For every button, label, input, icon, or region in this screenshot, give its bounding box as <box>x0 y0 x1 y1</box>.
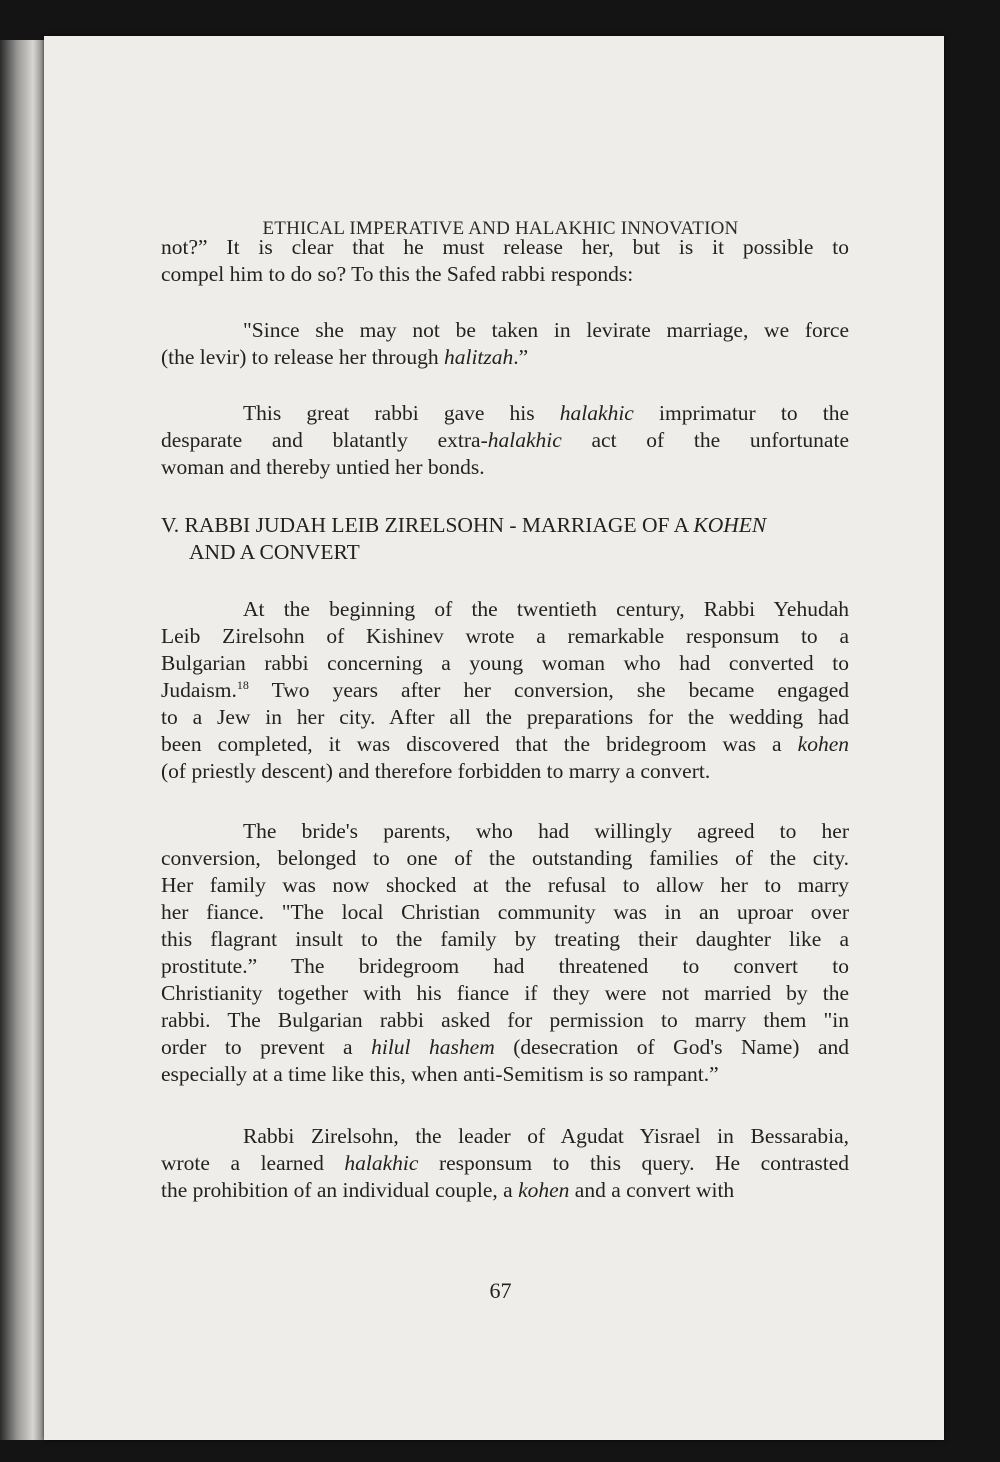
text-line <box>161 845 849 872</box>
text-run: Judaism. <box>161 678 237 702</box>
section-heading <box>161 512 849 566</box>
text-run: At the beginning of the twentieth century, Rabbi Yehudah <box>243 597 849 621</box>
text-line <box>161 650 849 677</box>
text-line <box>161 1007 849 1034</box>
text-run: the prohibition of an individual couple, a <box>161 1178 519 1202</box>
text-run: not?” It is clear that he must release her, but is it possible to <box>161 235 849 259</box>
text-run: especially at a time like this, when anti-Semitism is so rampant.” <box>161 1062 719 1086</box>
footnote-marker: 18 <box>236 677 249 692</box>
text-run: been completed, it was discovered that the bridegroom was a <box>161 732 798 756</box>
text-line <box>161 1123 849 1150</box>
text-line <box>161 704 849 731</box>
text-line <box>161 623 849 650</box>
text-run: (of priestly descent) and therefore forbidden to marry a convert. <box>161 759 711 783</box>
text-run: (the levir) to release her through <box>161 345 444 369</box>
text-line <box>161 539 849 566</box>
text-line <box>161 344 849 371</box>
text-line <box>161 427 849 454</box>
text-line <box>161 926 849 953</box>
text-run: imprimatur to the <box>633 401 850 425</box>
text-line <box>161 1177 849 1204</box>
text-run: to a Jew in her city. After all the preparations for the wedding had <box>161 705 849 729</box>
previous-page-edge <box>0 40 44 1440</box>
text-line <box>161 758 849 785</box>
text-run: desparate and blatantly extra- <box>161 428 488 452</box>
running-head: ETHICAL IMPERATIVE AND HALAKHIC INNOVATION <box>262 218 739 239</box>
text-run: Two years after her conversion, she became engaged <box>248 678 849 702</box>
text-run: KOHEN <box>693 513 767 537</box>
text-line <box>161 1034 849 1061</box>
page-number: 67 <box>489 1278 512 1303</box>
text-run: and a convert with <box>569 1178 735 1202</box>
text-run: AND A CONVERT <box>189 540 360 564</box>
p3 <box>161 400 849 481</box>
text-run: this flagrant insult to the family by treating their daughter like a <box>161 927 849 951</box>
text-line <box>161 400 849 427</box>
text-line <box>161 317 849 344</box>
text-run: act of the unfortunate <box>561 428 849 452</box>
text-run: halakhic <box>487 428 562 452</box>
text-run: order to prevent a <box>161 1035 372 1059</box>
text-run: halakhic <box>559 401 634 425</box>
text-run: "Since she may not be taken in levirate marriage, we force <box>243 318 849 342</box>
text-run: prostitute.” The bridegroom had threatened to convert to <box>161 954 849 978</box>
text-run: (desecration of God's Name) and <box>494 1035 849 1059</box>
text-run: hilul hashem <box>371 1035 495 1059</box>
text-line <box>161 1061 849 1088</box>
text-run: rabbi. The Bulgarian rabbi asked for permission to marry them "in <box>161 1008 849 1032</box>
text-run: halitzah <box>443 345 514 369</box>
text-line <box>161 953 849 980</box>
p7 <box>161 1123 849 1204</box>
text-run: V. RABBI JUDAH LEIB ZIRELSOHN - MARRIAGE OF A <box>161 513 694 537</box>
text-run: The bride's parents, who had willingly agreed to her <box>243 819 849 843</box>
text-run: Leib Zirelsohn of Kishinev wrote a remarkable responsum to a <box>161 624 849 648</box>
text-run: wrote a learned <box>161 1151 345 1175</box>
text-run: Christianity together with his fiance if they were not married by the <box>161 981 849 1005</box>
text-line <box>161 980 849 1007</box>
text-run: Bulgarian rabbi concerning a young woman who had converted to <box>161 651 849 675</box>
p6 <box>161 818 849 1088</box>
text-line <box>161 677 849 704</box>
text-line <box>161 512 849 539</box>
book-page <box>44 36 944 1440</box>
text-line <box>161 454 849 481</box>
text-run: kohen <box>518 1178 570 1202</box>
text-line <box>161 261 849 288</box>
text-line <box>161 234 849 261</box>
text-run: This great rabbi gave his <box>243 401 560 425</box>
text-run: woman and thereby untied her bonds. <box>161 455 485 479</box>
text-run: conversion, belonged to one of the outstanding families of the city. <box>161 846 849 870</box>
text-run: halakhic <box>344 1151 419 1175</box>
text-line <box>161 899 849 926</box>
text-run: Her family was now shocked at the refusal to allow her to marry <box>161 873 849 897</box>
block-quote <box>161 317 849 371</box>
p5 <box>161 596 849 785</box>
text-line <box>161 818 849 845</box>
text-run: kohen <box>797 732 849 756</box>
text-run: .” <box>513 345 529 369</box>
text-run: her fiance. "The local Christian community was in an uproar over <box>161 900 849 924</box>
text-line <box>161 596 849 623</box>
text-line <box>161 872 849 899</box>
text-run: compel him to do so? To this the Safed rabbi responds: <box>161 262 634 286</box>
p1 <box>161 234 849 288</box>
text-run: Rabbi Zirelsohn, the leader of Agudat Yisrael in Bessarabia, <box>243 1124 849 1148</box>
text-run: responsum to this query. He contrasted <box>418 1151 849 1175</box>
text-line <box>161 731 849 758</box>
text-line <box>161 1150 849 1177</box>
